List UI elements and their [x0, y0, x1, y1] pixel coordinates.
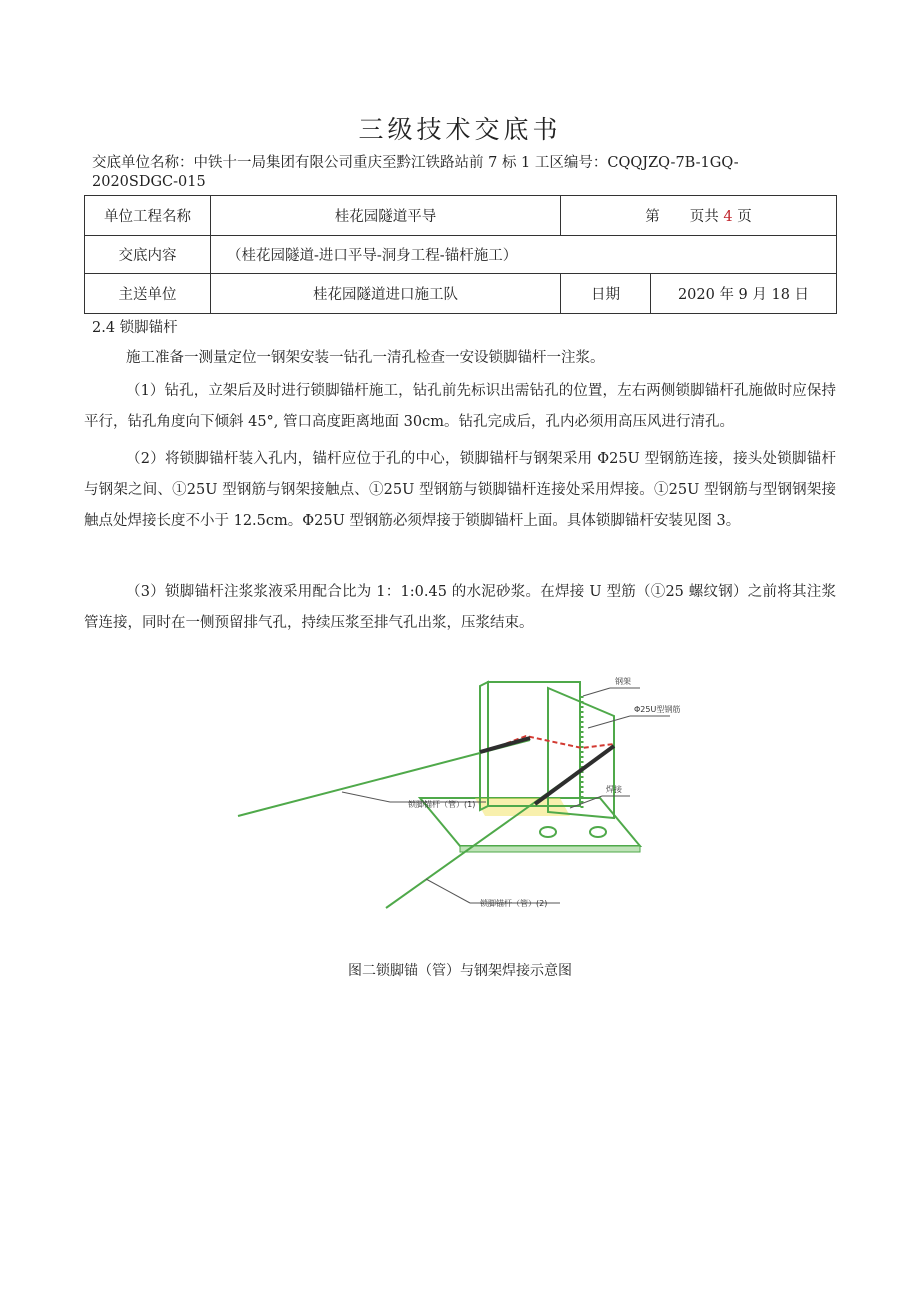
- bolt-hole: [590, 827, 606, 837]
- anchor-welding-diagram: [230, 668, 690, 918]
- table-row: [85, 274, 837, 314]
- figure-caption: 图二锁脚锚（管）与钢架焊接示意图: [348, 963, 572, 979]
- page-suffix: 页: [737, 209, 752, 225]
- label-u-bar: Φ25U型钢筋: [634, 705, 681, 714]
- date-value: 2020 年 9 月 18 日: [651, 274, 837, 314]
- bolt-hole: [540, 827, 556, 837]
- paragraph-install: （2）将锁脚锚杆装入孔内，锚杆应位于孔的中心，锁脚锚杆与钢架采用 Φ25U 型钢筋连接，接头处锁脚锚杆与钢架之间、①25U 型钢筋与钢架接触点、①25U 型钢筋与锁脚锚杆连接处采用焊接。①25U 型钢筋与型钢钢架接触点处焊接长度不小于 12.5cm。Φ25U 型钢筋必须焊接于锁脚锚杆上面。具体锁脚锚杆安装见图 3。: [84, 451, 836, 529]
- paragraph-grouting: （3）锁脚锚杆注浆浆液采用配合比为 1：1:0.45 的水泥砂浆。在焊接 U 型筋（①25 螺纹钢）之前将其注浆管连接，同时在一侧预留排气孔，持续压浆至排气孔出浆，压浆结束。: [84, 584, 836, 631]
- paragraph-drilling: （1）钻孔，立架后及时进行锁脚锚杆施工，钻孔前先标识出需钻孔的位置，左右两侧锁脚锚杆孔施做时应保持平行，钻孔角度向下倾斜 45°, 管口高度距离地面 30cm。钻孔完成后，孔内必须用高压风进行清孔。: [84, 383, 836, 430]
- project-name-label: 单位工程名称: [85, 196, 211, 236]
- date-label: 日期: [561, 274, 651, 314]
- frame-flange-left: [480, 682, 488, 810]
- header-line-1: 交底单位名称：中铁十一局集团有限公司重庆至黔江铁路站前 7 标 1 工区编号：CQQJZQ-7B-1GQ-: [92, 155, 739, 171]
- content-label: 交底内容: [85, 236, 211, 274]
- page-total: 4: [723, 209, 733, 225]
- document-title: 三级技术交底书: [358, 115, 562, 144]
- recipient-value: 桂花园隧道进口施工队: [211, 274, 561, 314]
- content-value: （桂花园隧道-进口平导-洞身工程-锚杆施工）: [211, 236, 837, 274]
- paragraph-process: 施工准备一测量定位一钢架安装一钻孔一清孔检查一安设锁脚锚杆一注浆。: [126, 350, 605, 366]
- label-anchor-2: 锁脚锚杆（管）(2): [480, 899, 548, 908]
- label-anchor-1: 锁脚锚杆（管）(1): [408, 800, 476, 809]
- label-steel-frame: 钢架: [615, 677, 631, 686]
- recipient-label: 主送单位: [85, 274, 211, 314]
- project-name-value: 桂花园隧道平导: [211, 196, 561, 236]
- leader-steel-frame: [583, 688, 610, 696]
- anchor-rod-2: [535, 746, 614, 804]
- leader-anchor-2: [426, 879, 470, 903]
- leader-u-bar: [588, 716, 630, 728]
- header-line-2: 2020SDGC-015: [92, 174, 206, 190]
- section-heading: 2.4 锁脚锚杆: [92, 320, 178, 336]
- table-row: [85, 236, 837, 274]
- page-prefix: 第: [645, 209, 660, 225]
- label-weld: 焊接: [606, 785, 622, 794]
- page-info: [561, 196, 837, 236]
- info-table: [84, 195, 837, 314]
- table-row: [85, 196, 837, 236]
- leader-anchor-1: [342, 792, 390, 802]
- page-middle: 页共: [689, 209, 719, 225]
- base-plate-edge: [460, 846, 640, 852]
